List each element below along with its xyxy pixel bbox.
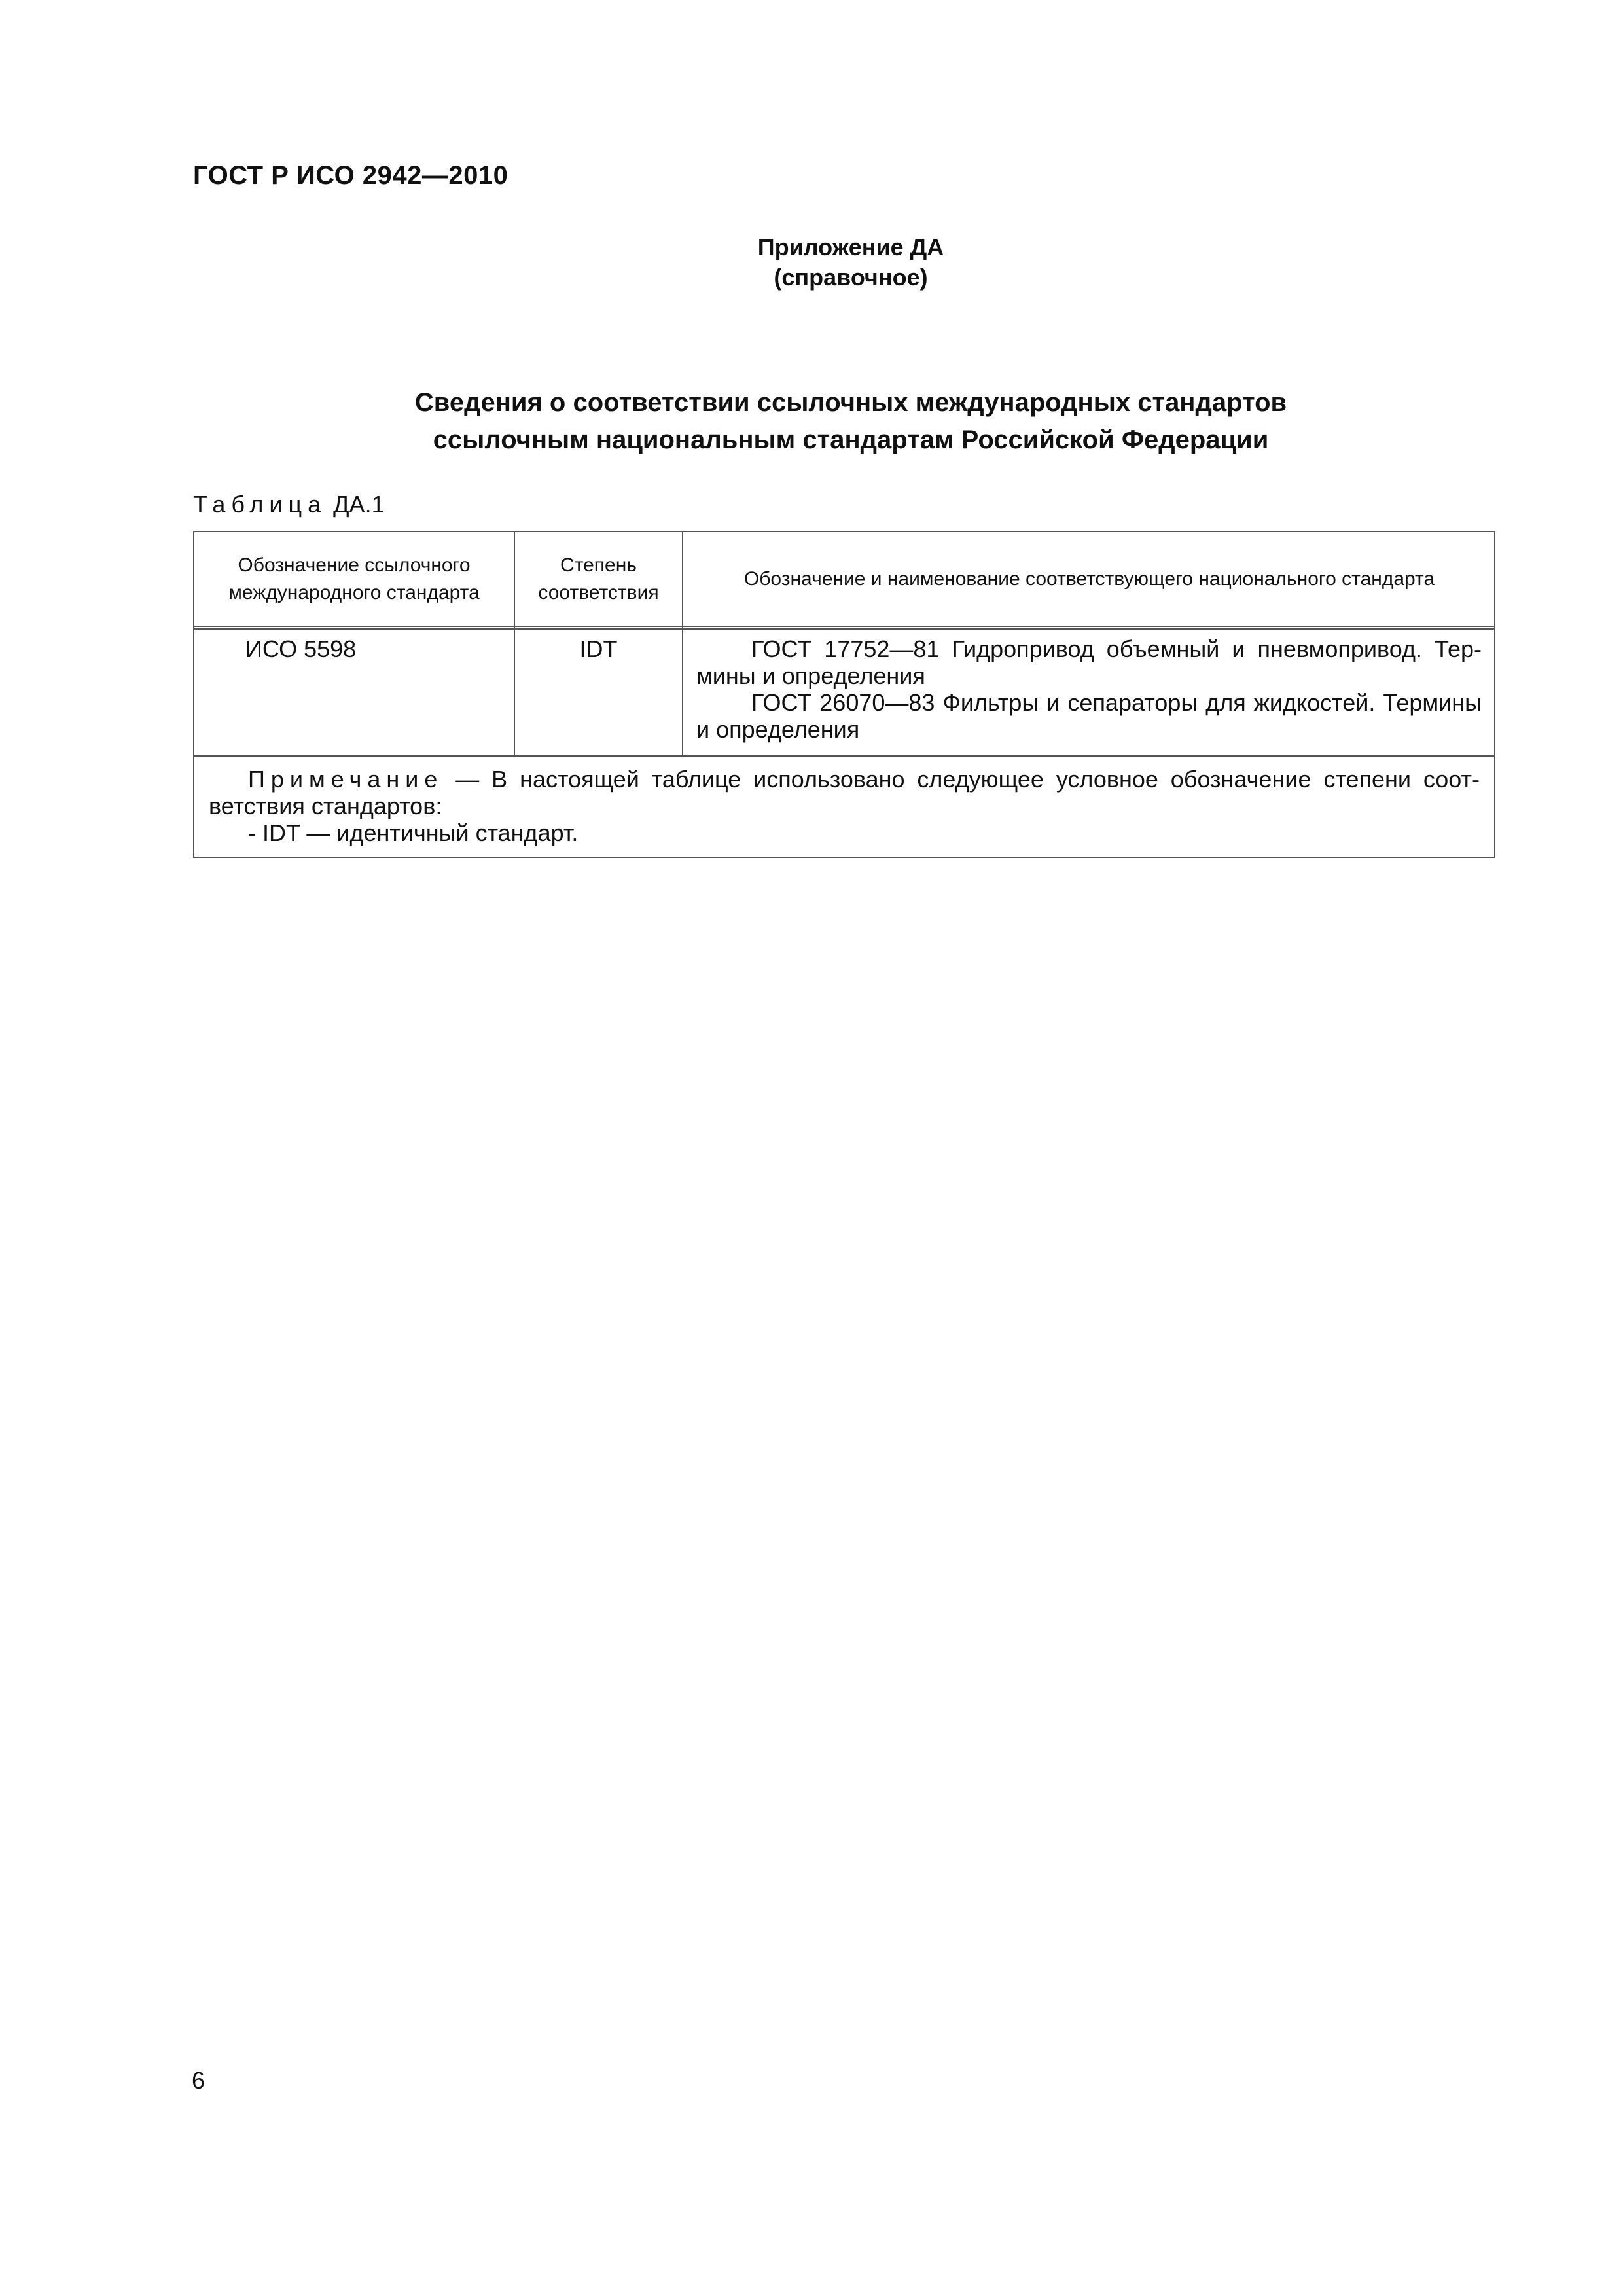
national-line-1: ГОСТ 17752—81 Гидропривод объемный и пневмопривод. Тер-: [751, 636, 1482, 662]
section-title-line-1: Сведения о соответствии ссылочных международных стандартов: [414, 388, 1287, 417]
header-national-standard: [683, 532, 1495, 626]
national-line-2: мины и определения: [696, 662, 925, 689]
note-line-3: - IDT — идентичный стандарт.: [248, 819, 579, 846]
header-col2-line-1: Степень: [560, 554, 637, 576]
note-line-2: ветствия стандартов:: [209, 793, 442, 819]
national-line-4: и определения: [696, 716, 860, 743]
table-caption: [193, 491, 385, 518]
header-col3-text: Обозначение и наименование соответствующего национального стандарта: [743, 567, 1435, 590]
note-line-1-text: — В настоящей таблице использовано следующее условное обозначение степени соот-: [443, 766, 1480, 793]
header-col1-line-1: Обозначение ссылочного: [238, 554, 471, 576]
note-line-1: [209, 766, 1480, 793]
table-note: [209, 766, 1480, 846]
header-degree: [515, 532, 682, 626]
annex-title: Приложение ДА: [757, 234, 944, 260]
table-caption-number: ДА.1: [333, 491, 385, 518]
section-title-line-2: ссылочным национальным стандартам Российской Федерации: [433, 425, 1269, 454]
note-label: Примечание: [248, 766, 444, 793]
note-divider: [194, 755, 1494, 757]
national-line-3: ГОСТ 26070—83 Фильтры и сепараторы для жидкостей. Термины: [751, 689, 1482, 716]
cell-international-standard: ИСО 5598: [245, 636, 357, 662]
annex-kind: (справочное): [774, 264, 928, 291]
header-col2-line-2: соответствия: [538, 581, 659, 603]
table-caption-word: Таблица: [193, 491, 327, 518]
section-title: [0, 384, 1623, 459]
page-number: 6: [192, 2067, 205, 2094]
header-divider: [194, 626, 1494, 630]
document-code: ГОСТ Р ИСО 2942—2010: [193, 161, 508, 190]
header-international-standard: [194, 532, 514, 626]
correspondence-table: [193, 531, 1495, 858]
header-col1-line-2: международного стандарта: [228, 581, 480, 603]
cell-national-standard: [696, 636, 1482, 743]
cell-degree: IDT: [579, 636, 618, 662]
